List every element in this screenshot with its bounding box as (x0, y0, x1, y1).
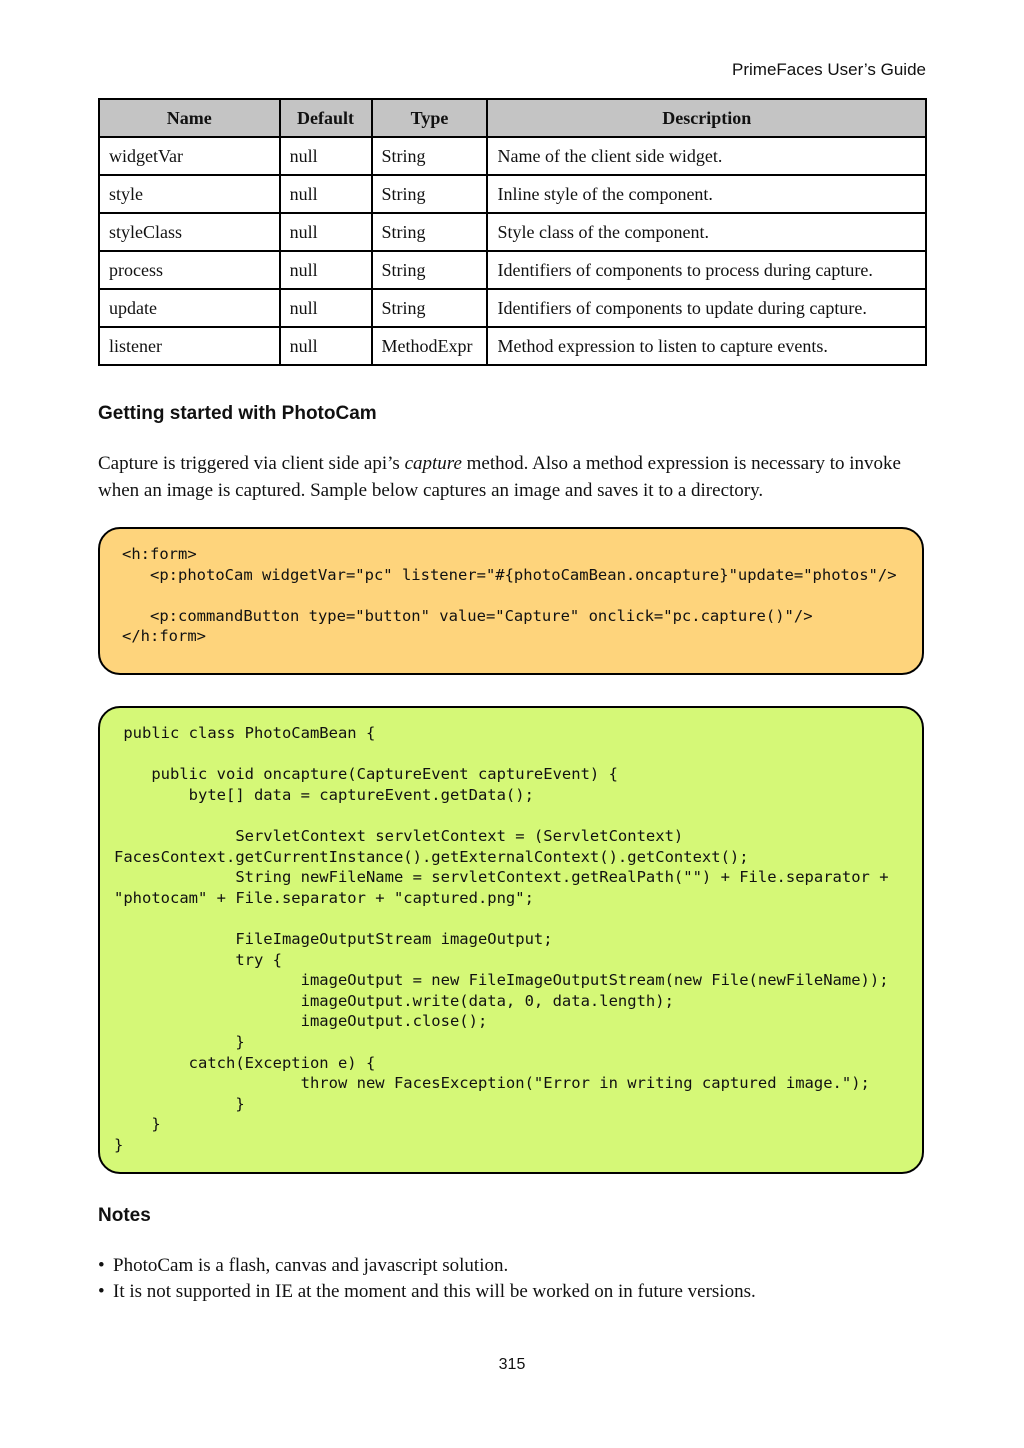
cell-description: Identifiers of components to update during capture. (487, 289, 926, 327)
cell-default: null (280, 289, 372, 327)
cell-type: String (372, 175, 488, 213)
cell-description: Inline style of the component. (487, 175, 926, 213)
bullet-icon: • (98, 1281, 105, 1302)
notes-list (98, 1253, 756, 1305)
cell-type: String (372, 137, 488, 175)
cell-type: String (372, 251, 488, 289)
cell-description: Method expression to listen to capture events. (487, 327, 926, 365)
cell-default: null (280, 251, 372, 289)
java-code-block (98, 706, 924, 1174)
cell-description: Style class of the component. (487, 213, 926, 251)
column-header-name: Name (99, 99, 280, 137)
xml-code-block (98, 527, 924, 675)
cell-default: null (280, 175, 372, 213)
cell-default: null (280, 213, 372, 251)
cell-name: styleClass (99, 213, 280, 251)
bullet-icon: • (98, 1255, 105, 1276)
column-header-default: Default (280, 99, 372, 137)
java-code-text: public class PhotoCamBean { public void oncapture(CaptureEvent captureEvent) { byte[] data = captureEvent.getData(); ServletContext servletContext = (ServletContext) FacesContext.getCurrentInstance().getExternalContext().getContext(); String newFileName = servletContext.getRealPath("") + File.separator + "photocam" + File.separator + "captured.png"; FileImageOutputStream imageOutput; try { imageOutput = new FileImageOutputStream(new File(newFileName)); imageOutput.write(data, 0, data.length); imageOutput.close(); } catch(Exception e) { throw new FacesException("Error in writing captured image."); } } } (114, 724, 889, 1154)
cell-type: String (372, 213, 488, 251)
note-text: PhotoCam is a flash, canvas and javascript solution. (113, 1255, 509, 1276)
cell-type: String (372, 289, 488, 327)
intro-text-emphasis: capture (404, 453, 462, 474)
list-item (98, 1279, 756, 1305)
column-header-description: Description (487, 99, 926, 137)
xml-code-text: <h:form> <p:photoCam widgetVar="pc" listener="#{photoCamBean.oncapture}"update="photos"/> <p:commandButton type="button" value="Capture" onclick="pc.capture()"/> </h:form> (122, 545, 897, 646)
attributes-table (98, 98, 927, 366)
cell-default: null (280, 137, 372, 175)
table-row (99, 251, 926, 289)
page-number: 315 (498, 1356, 526, 1373)
table-header-row (99, 99, 926, 137)
cell-description: Identifiers of components to process during capture. (487, 251, 926, 289)
list-item (98, 1253, 756, 1279)
cell-name: widgetVar (99, 137, 280, 175)
table-row (99, 289, 926, 327)
section-title-getting-started: Getting started with PhotoCam (98, 403, 377, 424)
column-header-type: Type (372, 99, 488, 137)
cell-default: null (280, 327, 372, 365)
cell-name: listener (99, 327, 280, 365)
table-row (99, 213, 926, 251)
intro-paragraph (98, 450, 928, 504)
cell-description: Name of the client side widget. (487, 137, 926, 175)
table-row (99, 327, 926, 365)
table-row (99, 137, 926, 175)
cell-type: MethodExpr (372, 327, 488, 365)
intro-text-end: method. Also a method expression is necessary to invoke when an image is captured. Sample below captures an image and saves it to a directory. (98, 453, 901, 501)
cell-name: style (99, 175, 280, 213)
intro-text-start: Capture is triggered via client side api’s (98, 453, 405, 474)
cell-name: process (99, 251, 280, 289)
section-title-notes: Notes (98, 1205, 151, 1226)
note-text: It is not supported in IE at the moment and this will be worked on in future versions. (113, 1281, 756, 1302)
table-row (99, 175, 926, 213)
cell-name: update (99, 289, 280, 327)
running-header: PrimeFaces User’s Guide (732, 60, 926, 79)
